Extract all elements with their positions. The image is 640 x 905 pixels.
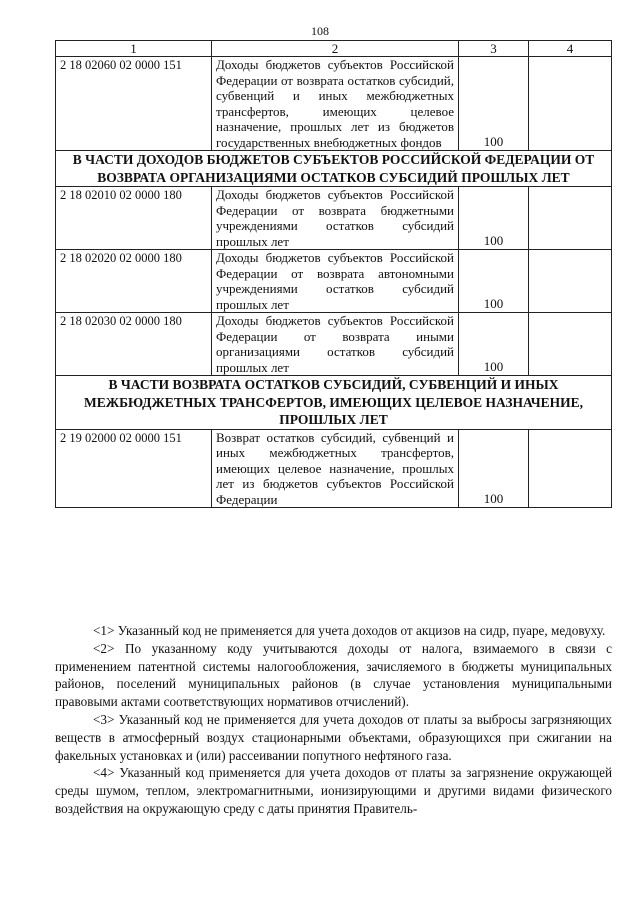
code-cell: 2 18 02060 02 0000 151 [56,57,212,151]
column-header: 1 [56,41,212,57]
col4-cell [529,187,612,250]
revenue-table [55,40,612,508]
name-cell: Доходы бюджетов субъектов Российской Федерации от возврата остатков субсидий, субвенций и иных межбюджетных трансфертов, имеющих целевое назначение, прошлых лет из бюджетов государственных внебюджетных фондов [212,57,459,151]
section-heading: В ЧАСТИ ДОХОДОВ БЮДЖЕТОВ СУБЪЕКТОВ РОССИЙСКОЙ ФЕДЕРАЦИИ ОТ ВОЗВРАТА ОРГАНИЗАЦИЯМИ ОСТАТКОВ СУБСИДИЙ ПРОШЛЫХ ЛЕТ [56,151,612,187]
table-row [56,313,612,376]
page-number: 108 [311,24,329,38]
table-row [56,250,612,313]
column-header: 2 [212,41,459,57]
column-header: 4 [529,41,612,57]
footnote: <2> По указанному коду учитываются доходы от налога, взимаемого в связи с применением патентной системы налогообложения, зачисляемого в бюджеты муниципальных районов, поселений муниципальных районов (в случае установления муниципальными правовыми актами соответствующих нормативов отчислений). [55,640,612,710]
percent-cell: 100 [459,250,529,313]
table-row [56,57,612,151]
name-cell: Доходы бюджетов субъектов Российской Федерации от возврата автономными учреждениями остатков субсидий прошлых лет [212,250,459,313]
percent-cell: 100 [459,187,529,250]
col4-cell [529,250,612,313]
name-cell: Доходы бюджетов субъектов Российской Федерации от возврата бюджетными учреждениями остатков субсидий прошлых лет [212,187,459,250]
code-cell: 2 18 02030 02 0000 180 [56,313,212,376]
percent-cell: 100 [459,313,529,376]
footnote: <3> Указанный код не применяется для учета доходов от платы за выбросы загрязняющих веществ в атмосферный воздух стационарными объектами, образующихся при сжигании на факельных установках и (или) рассеивании попутного нефтяного газа. [55,711,612,763]
footnotes [55,622,612,818]
section-heading: В ЧАСТИ ВОЗВРАТА ОСТАТКОВ СУБСИДИЙ, СУБВЕНЦИЙ И ИНЫХ МЕЖБЮДЖЕТНЫХ ТРАНСФЕРТОВ, ИМЕЮЩИХ ЦЕЛЕВОЕ НАЗНАЧЕНИЕ, ПРОШЛЫХ ЛЕТ [56,376,612,430]
section-heading-row [56,376,612,430]
name-cell: Возврат остатков субсидий, субвенций и иных межбюджетных трансфертов, имеющих целевое назначение, прошлых лет из бюджетов субъектов Российской Федерации [212,429,459,508]
col4-cell [529,313,612,376]
percent-cell: 100 [459,429,529,508]
section-heading-row [56,151,612,187]
footnote: <1> Указанный код не применяется для учета доходов от акцизов на сидр, пуаре, медовуху. [93,623,606,638]
col4-cell [529,57,612,151]
table-row [56,187,612,250]
table-row [56,429,612,508]
percent-cell: 100 [459,57,529,151]
table-header-row [56,41,612,57]
code-cell: 2 19 02000 02 0000 151 [56,429,212,508]
name-cell: Доходы бюджетов субъектов Российской Федерации от возврата иными организациями остатков субсидий прошлых лет [212,313,459,376]
code-cell: 2 18 02010 02 0000 180 [56,187,212,250]
col4-cell [529,429,612,508]
code-cell: 2 18 02020 02 0000 180 [56,250,212,313]
footnote: <4> Указанный код применяется для учета доходов от платы за загрязнение окружающей среды шумом, теплом, электромагнитными, ионизирующими и другими видами физического воздействия на окружающую среду с даты принятия Правитель- [55,765,612,816]
column-header: 3 [459,41,529,57]
